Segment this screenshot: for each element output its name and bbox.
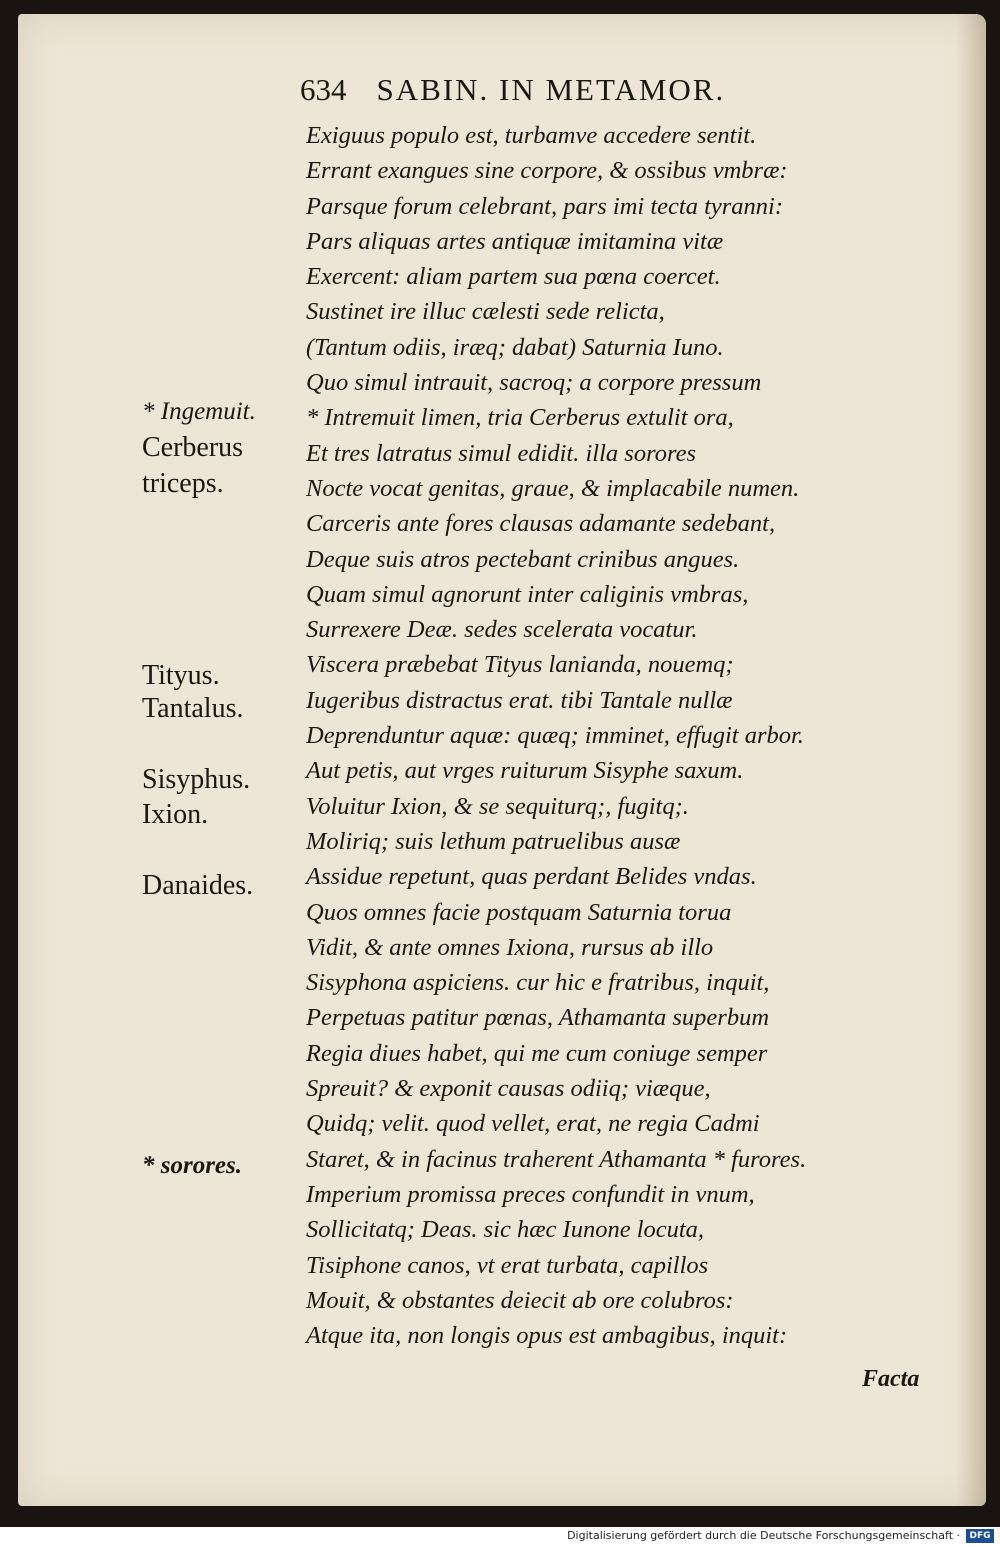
verse-line: Surrexere Deæ. sedes scelerata vocatur. [306,616,698,644]
verse-line: Tisiphone canos, vt erat turbata, capillos [306,1251,709,1279]
verse-line: Quam simul agnorunt inter caliginis vmbras, [306,580,749,608]
verse-line: Deque suis atros pectebant crinibus angues. [306,545,740,573]
verse-line: Quo simul intrauit, sacroq; a corpore pressum [306,369,762,397]
verse-line: Errant exangues sine corpore, & ossibus vmbræ: [306,157,788,185]
dfg-logo-icon: DFG [966,1529,994,1543]
verse-line: Carceris ante fores clausas adamante sedebant, [306,510,776,538]
running-title: SABIN. IN METAMOR. [376,72,726,107]
verse-line: Regia diues habet, qui me cum coniuge semper [306,1039,768,1067]
margin-note-danaides: Danaides. [142,870,254,901]
verse-line: Sisyphona aspiciens. cur hic e fratribus, inquit, [306,969,770,997]
verse-line: Exercent: aliam partem sua pœna coercet. [306,263,721,291]
verse-line: Et tres latratus simul edidit. illa sorores [306,439,696,467]
margin-note-tityus: Tityus. [142,660,220,691]
verse-line: Vidit, & ante omnes Ixiona, rursus ab illo [306,933,714,961]
verse-line: Quidq; velit. quod vellet, erat, ne regia Cadmi [306,1110,760,1138]
catchword: Facta [862,1366,920,1392]
verse-line: Atque ita, non longis opus est ambagibus, inquit: [306,1322,788,1350]
verse-line: Deprenduntur aquæ: quæq; imminet, effugit arbor. [306,722,804,750]
margin-note-ingemuit: * Ingemuit. [142,398,256,425]
verse-line: Quos omnes facie postquam Saturnia torua [306,898,732,926]
footer-credit: Digitalisierung gefördert durch die Deutsche Forschungsgemeinschaft · [567,1529,960,1542]
margin-note-triceps: triceps. [142,468,224,499]
verse-line: Parsque forum celebrant, pars imi tecta tyranni: [306,192,784,220]
verse-line: Perpetuas patitur pœnas, Athamanta superbum [306,1004,770,1032]
page-edge-shading [956,14,986,1506]
verse-line: Staret, & in facinus traherent Athamanta * furores. [306,1145,807,1173]
footer-bar [0,1527,1000,1547]
page-number: 634 [300,72,347,107]
verse-line: Aut petis, aut vrges ruiturum Sisyphe saxum. [306,757,744,785]
verse-line: (Tantum odiis, iræq; dabat) Saturnia Iuno. [306,333,724,361]
verse-line: Assidue repetunt, quas perdant Belides vndas. [306,863,757,891]
margin-note-tantalus: Tantalus. [142,693,244,724]
verse-line: Viscera præbebat Tityus lanianda, nouemq; [306,651,734,679]
margin-note-ixion: Ixion. [142,799,209,830]
verse-line: Sollicitatq; Deas. sic hæc Iunone locuta, [306,1216,705,1244]
verse-line: Sustinet ire illuc cælesti sede relicta, [306,298,665,326]
verse-line: Spreuit? & exponit causas odiiq; viæque, [306,1075,711,1103]
verse-line: Mouit, & obstantes deiecit ab ore colubros: [306,1286,734,1314]
verse-line: Nocte vocat genitas, graue, & implacabile numen. [306,474,800,502]
margin-note-cerberus: Cerberus [142,432,244,463]
verse-line: Moliriq; suis lethum patruelibus ausæ [306,827,681,855]
verse-line: Imperium promissa preces confundit in vnum, [306,1180,755,1208]
verse-line: Pars aliquas artes antiquæ imitamina vitæ [306,227,724,255]
verse-line: * Intremuit limen, tria Cerberus extulit ora, [306,404,734,432]
verse-line: Exiguus populo est, turbamve accedere sentit. [306,122,757,149]
verse-line: Voluitur Ixion, & se sequiturq;, fugitq;. [306,792,689,820]
verse-block [306,118,946,1353]
margin-note-sisyphus: Sisyphus. [142,764,251,795]
margin-note-sorores: * sorores. [142,1152,243,1179]
verse-line: Iugeribus distractus erat. tibi Tantale nullæ [306,686,733,714]
running-head [300,72,725,108]
